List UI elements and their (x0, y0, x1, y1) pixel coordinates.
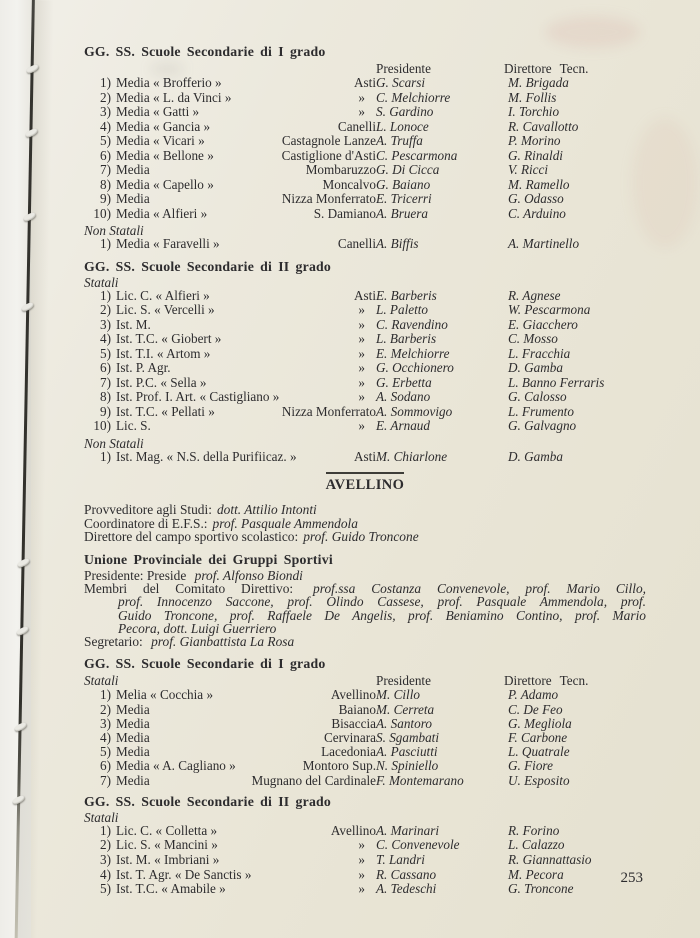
president-name: T. Landri (376, 852, 425, 868)
school-name-location (111, 120, 376, 135)
table-row (84, 882, 646, 897)
president-name: C. Pescarmona (376, 147, 458, 163)
row-number: 8) (100, 389, 111, 404)
row-number: 3) (100, 316, 111, 332)
union-president-line (84, 569, 646, 582)
table-row (84, 774, 646, 788)
row-number: 2) (100, 837, 111, 853)
row-number: 3) (100, 104, 111, 119)
school-location: Asti (354, 448, 376, 464)
school-name: Melia « Cocchia » (116, 687, 214, 703)
president-name: A. Bruera (376, 205, 429, 221)
school-name: Media (116, 730, 150, 746)
president-name: E. Melchiorre (376, 345, 450, 361)
column-header-presidente: Presidente (376, 61, 431, 76)
row-number: 6) (100, 360, 111, 375)
director-name: R. Cavallotto (508, 118, 579, 134)
row-number: 7) (100, 374, 111, 390)
statali-label: Statali (84, 809, 119, 825)
union-secretary-value: prof. Gianbattista La Rosa (151, 634, 295, 649)
section-title-asti-grado1: GG. SS. Scuole Secondarie di I grado (84, 44, 326, 59)
school-name-location (111, 838, 376, 853)
column-header-row (84, 674, 646, 688)
union-secretary-label: Segretario: (84, 634, 143, 649)
school-name-location (111, 824, 376, 839)
table-row (84, 105, 646, 120)
school-name: Ist. T.C. « Pellati » (116, 403, 215, 419)
table-row (84, 163, 646, 178)
president-name: C. Melchiorre (376, 89, 451, 105)
row-number: 1) (100, 75, 111, 90)
school-location: » (358, 389, 365, 404)
director-name: E. Giacchero (508, 316, 578, 332)
director-name: W. Pescarmona (508, 302, 591, 317)
table-row (84, 178, 646, 193)
row-number: 2) (100, 302, 111, 317)
section-title-asti-grado2: GG. SS. Scuole Secondarie di II grado (84, 258, 332, 274)
president-name: G. Erbetta (376, 374, 432, 390)
president-name: M. Cerreta (376, 701, 435, 717)
school-table-asti-grado2-non-statali (84, 450, 646, 465)
row-number: 8) (100, 176, 111, 192)
row-number: 2) (100, 701, 111, 717)
school-name: Media (116, 191, 150, 206)
union-members-names: prof.ssa Costanza Convenevole, prof. Mario Cillo, (313, 581, 646, 597)
school-location: Avellino (330, 822, 376, 838)
school-name: Lic. S. (116, 418, 151, 433)
row-number: 10) (93, 205, 111, 221)
school-name-location (111, 303, 376, 318)
school-location: Castagnole Lanze (281, 133, 376, 148)
school-name: Media (116, 744, 150, 760)
page-content (84, 44, 646, 897)
table-row (84, 390, 646, 405)
row-number: 1) (100, 236, 111, 251)
president-name: F. Montemarano (376, 772, 464, 788)
school-location: » (358, 316, 365, 332)
school-name-location (111, 361, 376, 376)
official-line (84, 503, 646, 517)
school-table-asti-grado1 (84, 76, 646, 221)
statali-label: Statali (84, 274, 119, 290)
director-name: D. Gamba (508, 360, 563, 375)
table-row (84, 688, 646, 702)
table-row (84, 376, 646, 391)
school-location: Moncalvo (322, 176, 376, 192)
school-name-location (111, 289, 376, 304)
president-name: L. Barberis (376, 331, 437, 346)
school-location: » (358, 866, 365, 882)
director-name: L. Banno Ferraris (508, 374, 605, 390)
table-row (84, 731, 646, 745)
school-location: » (358, 331, 365, 346)
school-location: » (358, 852, 365, 868)
director-name: M. Pecora (508, 866, 564, 882)
province-heading: AVELLINO (325, 477, 405, 493)
school-name-location (111, 91, 376, 106)
school-name-location (111, 774, 376, 788)
row-number: 9) (100, 403, 111, 419)
director-name: V. Ricci (508, 162, 549, 177)
president-name: R. Cassano (376, 866, 437, 882)
school-location: » (358, 302, 365, 317)
school-location: Asti (354, 287, 376, 303)
column-header-row (84, 62, 646, 76)
school-name-location (111, 745, 376, 759)
section-title-avellino-grado2: GG. SS. Scuole Secondarie di II grado (84, 793, 332, 809)
school-name: Media « Bellone » (116, 147, 214, 163)
table-row (84, 332, 646, 347)
union-secretary-line (84, 635, 646, 648)
school-table-avellino-grado2 (84, 824, 646, 897)
school-location: » (358, 345, 365, 361)
director-name: C. De Feo (508, 701, 563, 717)
director-name: L. Quatrale (508, 744, 570, 760)
school-name-location (111, 237, 376, 252)
school-table-asti-grado1-non-statali (84, 237, 646, 252)
statali-label: Statali (84, 673, 119, 689)
school-name: Ist. M. (116, 316, 151, 332)
president-name: C. Ravendino (376, 316, 448, 332)
official-label: Direttore del campo sportivo scolastico: (84, 529, 299, 545)
union-members-line: prof. Innocenzo Saccone, prof. Olindo Cassese, prof. Pasquale Ammendola, prof. (118, 594, 646, 610)
school-table-avellino-grado1 (84, 688, 646, 787)
president-name: E. Arnaud (376, 418, 430, 433)
column-header-spacer (84, 62, 376, 76)
school-location: Mombaruzzo (305, 162, 376, 177)
union-members-line: Guido Troncone, prof. Raffaele De Angelis, prof. Beniamino Contino, prof. Mario (118, 607, 646, 623)
table-row (84, 303, 646, 318)
school-name-location (111, 347, 376, 362)
school-table-asti-grado2 (84, 289, 646, 434)
official-value: prof. Pasquale Ammendola (212, 515, 358, 531)
school-location: » (358, 837, 365, 853)
president-name: A. Truffa (376, 133, 423, 148)
school-name-location (111, 332, 376, 347)
director-name: G. Megliola (508, 715, 572, 731)
school-name: Ist. T.I. « Artom » (116, 345, 211, 361)
director-name: R. Forino (508, 822, 560, 838)
president-name: L. Lonoce (376, 118, 429, 134)
union-president-value: prof. Alfonso Biondi (194, 567, 303, 583)
school-location: » (358, 881, 365, 897)
table-row (84, 868, 646, 883)
president-name: A. Pasciutti (376, 744, 438, 760)
table-row (84, 289, 646, 304)
director-name: D. Gamba (508, 448, 563, 464)
president-name: E. Tricerri (376, 191, 432, 206)
official-value: prof. Guido Troncone (303, 529, 419, 545)
president-name: A. Sodano (376, 389, 431, 404)
school-name: Ist. T.C. « Amabile » (116, 881, 226, 897)
row-number: 3) (100, 715, 111, 731)
table-row (84, 405, 646, 420)
director-name: C. Arduino (508, 205, 566, 221)
school-name-location (111, 390, 376, 405)
president-name: N. Spiniello (376, 758, 439, 774)
school-name-location (111, 405, 376, 420)
school-name: Media « Alfieri » (116, 205, 208, 221)
row-number: 4) (100, 866, 111, 882)
director-name: U. Esposito (508, 772, 570, 788)
school-location: Avellino (330, 687, 376, 703)
non-statali-label: Non Statali (84, 223, 144, 238)
row-number: 9) (100, 191, 111, 206)
union-members-label: Membri del Comitato Direttivo: (84, 581, 294, 597)
school-location: Lacedonia (321, 744, 376, 760)
president-name: M. Cillo (376, 687, 420, 703)
union-title: Unione Provinciale dei Gruppi Sportivi (84, 551, 333, 567)
row-number: 5) (100, 133, 111, 148)
section-title-avellino-grado1: GG. SS. Scuole Secondarie di I grado (84, 656, 326, 672)
director-name: M. Brigada (508, 75, 569, 90)
school-location: S. Damiano (313, 205, 376, 221)
school-name-location (111, 76, 376, 91)
row-number: 1) (100, 448, 111, 464)
school-name-location (111, 149, 376, 164)
director-name: M. Follis (508, 89, 557, 105)
director-name: P. Adamo (508, 687, 559, 703)
school-name-location (111, 376, 376, 391)
school-name: Media (116, 715, 150, 731)
school-name-location (111, 134, 376, 149)
director-name: M. Ramello (508, 176, 570, 192)
school-location: Canelli (337, 236, 376, 251)
school-name: Ist. P. Agr. (116, 360, 171, 375)
row-number: 4) (100, 118, 111, 134)
school-name: Ist. P.C. « Sella » (116, 374, 207, 390)
school-name-location (111, 868, 376, 883)
school-name: Media (116, 162, 150, 177)
school-location: Bisaccia (331, 715, 376, 731)
school-name: Ist. M. « Imbriani » (116, 852, 220, 868)
non-statali-label: Non Statali (84, 435, 144, 451)
official-label: Provveditore agli Studi: (84, 502, 212, 517)
school-name-location (111, 419, 376, 434)
table-row (84, 745, 646, 759)
row-number: 5) (100, 881, 111, 897)
school-name-location (111, 717, 376, 731)
row-number: 10) (93, 418, 111, 433)
section-divider (326, 472, 404, 474)
row-number: 4) (100, 730, 111, 746)
school-name: Ist. T.C. « Giobert » (116, 331, 222, 346)
director-name: G. Troncone (508, 881, 574, 897)
school-location: Cervinara (324, 730, 376, 746)
table-row (84, 824, 646, 839)
school-name-location (111, 178, 376, 193)
school-name-location (111, 882, 376, 897)
table-row (84, 717, 646, 731)
row-number: 2) (100, 89, 111, 105)
table-row (84, 759, 646, 773)
school-location: Nizza Monferrato (281, 403, 376, 419)
school-location: Nizza Monferrato (281, 191, 376, 206)
director-name: R. Giannattasio (508, 852, 592, 868)
director-name: G. Odasso (508, 191, 564, 206)
school-name-location (111, 731, 376, 745)
director-name: I. Torchio (508, 104, 560, 119)
president-name: L. Paletto (376, 302, 429, 317)
table-row (84, 838, 646, 853)
school-name: Media « A. Cagliano » (116, 758, 236, 774)
row-number: 1) (100, 287, 111, 303)
school-name-location (111, 450, 376, 465)
director-name: L. Calazzo (508, 837, 565, 853)
school-name-location (111, 688, 376, 702)
table-row (84, 237, 646, 252)
table-row (84, 419, 646, 434)
school-name-location (111, 759, 376, 773)
table-row (84, 192, 646, 207)
president-name: A. Sommovigo (376, 403, 453, 419)
official-line (84, 517, 646, 531)
school-name: Lic. S. « Vercelli » (116, 302, 215, 317)
school-name: Media « Gatti » (116, 104, 200, 119)
row-number: 4) (100, 331, 111, 346)
president-name: G. Occhionero (376, 360, 454, 375)
column-header-presidente: Presidente (376, 673, 431, 689)
table-row (84, 347, 646, 362)
school-name: Media (116, 701, 150, 717)
official-value: dott. Attilio Intonti (216, 502, 317, 517)
table-row (84, 853, 646, 868)
school-name: Media (116, 772, 150, 788)
table-row (84, 207, 646, 222)
director-name: P. Morino (508, 133, 561, 148)
page-number: 253 (620, 870, 643, 886)
school-location: Montoro Sup. (302, 758, 376, 774)
school-location: Mugnano del Cardinale (251, 772, 376, 788)
president-name: S. Gardino (376, 104, 434, 119)
president-name: A. Santoro (376, 715, 432, 731)
director-name: G. Calosso (508, 389, 567, 404)
row-number: 5) (100, 345, 111, 361)
director-name: A. Martinello (508, 236, 580, 251)
director-name: L. Fracchia (508, 345, 571, 361)
official-line (84, 530, 646, 544)
school-name: Lic. C. « Colletta » (116, 822, 218, 838)
table-row (84, 120, 646, 135)
table-row (84, 318, 646, 333)
table-row (84, 450, 646, 465)
table-row (84, 134, 646, 149)
director-name: F. Carbone (508, 730, 568, 746)
school-location: Asti (354, 75, 376, 90)
president-name: A. Biffis (376, 236, 419, 251)
school-name-location (111, 703, 376, 717)
table-row (84, 91, 646, 106)
row-number: 1) (100, 822, 111, 838)
director-name: G. Fiore (508, 758, 553, 774)
school-location: » (358, 418, 365, 433)
school-name: Lic. S. « Mancini » (116, 837, 218, 853)
school-name-location (111, 192, 376, 207)
president-name: E. Barberis (376, 287, 437, 303)
school-name: Media « Faravelli » (116, 236, 220, 251)
row-number: 3) (100, 852, 111, 868)
school-location: Castiglione d'Asti (281, 147, 376, 163)
column-header-direttore: Direttore Tecn. (504, 61, 589, 76)
school-name-location (111, 163, 376, 178)
school-name: Ist. Mag. « N.S. della Purifiicaz. » (116, 448, 297, 464)
director-name: R. Agnese (508, 287, 561, 303)
union-president-label: Presidente: Preside (84, 567, 187, 583)
president-name: C. Convenevole (376, 837, 460, 853)
school-name: Ist. T. Agr. « De Sanctis » (116, 866, 252, 882)
school-location: » (358, 104, 365, 119)
school-location: Canelli (337, 118, 376, 134)
school-name-location (111, 207, 376, 222)
school-name: Media « Brofferio » (116, 75, 222, 90)
president-name: G. Di Cicca (376, 162, 440, 177)
school-name: Media « Capello » (116, 176, 214, 192)
director-name: G. Galvagno (508, 418, 577, 433)
director-name: G. Rinaldi (508, 147, 563, 163)
school-name: Media « L. da Vinci » (116, 89, 232, 105)
president-name: M. Chiarlone (376, 448, 448, 464)
table-row (84, 703, 646, 717)
row-number: 6) (100, 147, 111, 163)
school-name: Media « Vicari » (116, 133, 205, 148)
director-name: L. Frumento (508, 403, 574, 419)
president-name: S. Sgambati (376, 730, 440, 746)
province-officials (84, 503, 646, 544)
row-number: 1) (100, 687, 111, 703)
school-name-location (111, 853, 376, 868)
school-location: Baiano (338, 701, 376, 717)
school-name-location (111, 318, 376, 333)
director-name: C. Mosso (508, 331, 558, 346)
row-number: 7) (100, 772, 111, 788)
president-name: A. Marinari (376, 822, 440, 838)
president-name: A. Tedeschi (376, 881, 437, 897)
column-header-direttore: Direttore Tecn. (504, 673, 589, 689)
table-row (84, 361, 646, 376)
official-label: Coordinatore di E.F.S.: (84, 515, 208, 531)
president-name: G. Baiano (376, 176, 431, 192)
school-location: » (358, 374, 365, 390)
school-location: » (358, 89, 365, 105)
school-name-location (111, 105, 376, 120)
president-name: G. Scarsi (376, 75, 426, 90)
table-row (84, 149, 646, 164)
school-location: » (358, 360, 365, 375)
union-members-line: Pecora, dott. Luigi Guerriero (118, 620, 277, 636)
row-number: 5) (100, 744, 111, 760)
row-number: 6) (100, 758, 111, 774)
table-row (84, 76, 646, 91)
row-number: 7) (100, 162, 111, 177)
school-name: Ist. Prof. I. Art. « Castigliano » (116, 389, 280, 404)
school-name: Media « Gancia » (116, 118, 211, 134)
school-name: Lic. C. « Alfieri » (116, 287, 210, 303)
